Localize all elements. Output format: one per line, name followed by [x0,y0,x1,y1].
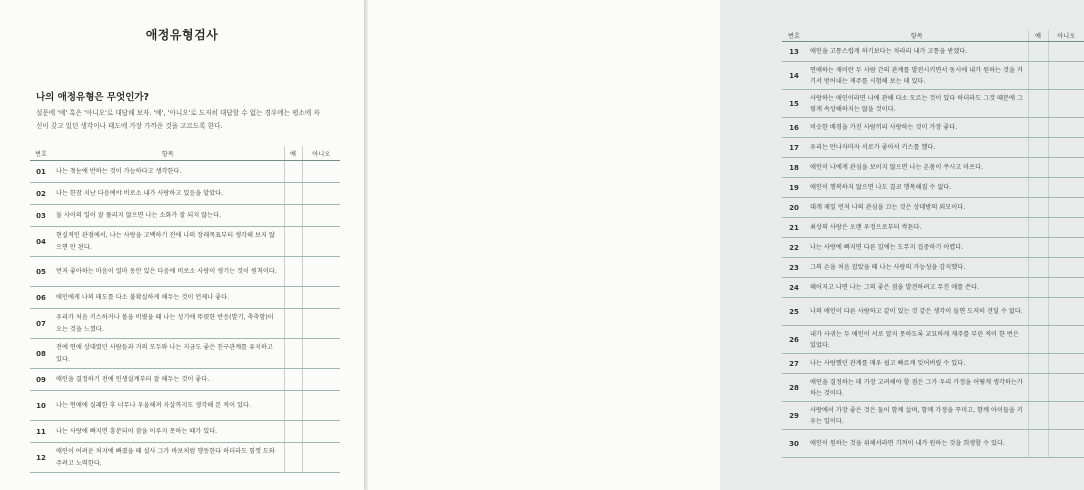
no-answer-cell[interactable] [1048,278,1084,298]
question-number: 15 [782,90,806,118]
questionnaire-table-right [782,30,1084,458]
question-text: 나는 첫눈에 반하는 것이 가능하다고 생각한다. [52,161,284,183]
yes-answer-cell[interactable] [284,205,302,227]
no-answer-cell[interactable] [1048,42,1084,62]
yes-answer-cell[interactable] [284,227,302,257]
yes-answer-cell[interactable] [1028,278,1048,298]
yes-answer-cell[interactable] [1028,238,1048,258]
question-number: 03 [30,205,52,227]
no-answer-cell[interactable] [302,339,340,369]
yes-answer-cell[interactable] [284,257,302,287]
right-page [368,0,1076,490]
question-number: 01 [30,161,52,183]
left-page [0,0,364,490]
question-text: 나는 한참 지난 다음에야 비로소 내가 사랑하고 있음을 알았다. [52,183,284,205]
questionnaire-table-left [30,146,340,473]
table-row [782,238,1084,258]
no-answer-cell[interactable] [302,369,340,391]
table-row [30,205,340,227]
table-row [30,183,340,205]
question-number: 22 [782,238,806,258]
question-number: 26 [782,326,806,354]
table-row [782,298,1084,326]
yes-answer-cell[interactable] [284,339,302,369]
yes-answer-cell[interactable] [284,287,302,309]
header-no: 아니오 [302,146,340,161]
yes-answer-cell[interactable] [284,183,302,205]
yes-answer-cell[interactable] [284,369,302,391]
question-number: 07 [30,309,52,339]
no-answer-cell[interactable] [1048,298,1084,326]
header-yes: 예 [1028,30,1048,42]
yes-answer-cell[interactable] [1028,62,1048,90]
table-row [30,227,340,257]
header-no: 아니오 [1048,30,1084,42]
table-row [30,257,340,287]
question-text: 헤어지고 나면 나는 그의 좋은 점을 발견하려고 무진 애를 쓴다. [806,278,1028,298]
question-number: 12 [30,443,52,473]
yes-answer-cell[interactable] [1028,374,1048,402]
table-row [30,369,340,391]
table-row [782,118,1084,138]
yes-answer-cell[interactable] [284,309,302,339]
yes-answer-cell[interactable] [1028,258,1048,278]
question-text: 전에 연애 상대였던 사람들과 거의 모두와 나는 지금도 좋은 친구관계를 유지하고 있다. [52,339,284,369]
no-answer-cell[interactable] [302,287,340,309]
table-row [782,374,1084,402]
intro-paragraph: 설문에 '예' 혹은 '아니오'로 대답해 보자. '예', '아니오'로 도저히 대답할 수 없는 경우에는 평소에 자신이 갖고 있던 생각이나 태도에 가장 가까운 것을 고르도록 한다. [36,109,320,130]
no-answer-cell[interactable] [1048,354,1084,374]
no-answer-cell[interactable] [1048,138,1084,158]
yes-answer-cell[interactable] [1028,326,1048,354]
table-row [782,138,1084,158]
table-row [30,443,340,473]
no-answer-cell[interactable] [1048,218,1084,238]
no-answer-cell[interactable] [1048,402,1084,430]
no-answer-cell[interactable] [1048,374,1084,402]
table-row [782,354,1084,374]
no-answer-cell[interactable] [1048,198,1084,218]
question-text: 우리는 만나자마자 서로가 좋아서 키스를 했다. [806,138,1028,158]
question-text: 애인이 원하는 것을 위해서라면 기꺼이 내가 원하는 것을 희생할 수 있다. [806,430,1028,458]
yes-answer-cell[interactable] [1028,198,1048,218]
question-number: 28 [782,374,806,402]
yes-answer-cell[interactable] [284,443,302,473]
yes-answer-cell[interactable] [284,161,302,183]
table-row [782,218,1084,238]
question-number: 10 [30,391,52,421]
question-text: 연애하는 재미란 두 사람 간의 관계를 발전시키면서 동시에 내가 원하는 것을 거기서 얻어내는 재주를 시험해 보는 데 있다. [806,62,1028,90]
no-answer-cell[interactable] [1048,430,1084,458]
question-text: 사랑하는 애인이라면 나에 관해 다소 모르는 것이 있다 하더라도 그것 때문에 그렇게 속상해하지는 않을 것이다. [806,90,1028,118]
table-header-row [30,146,340,161]
no-answer-cell[interactable] [1048,118,1084,138]
yes-answer-cell[interactable] [1028,430,1048,458]
question-number: 17 [782,138,806,158]
question-text: 먼저 좋아하는 마음이 얼마 동안 있은 다음에 비로소 사랑이 생기는 것이 원칙이다. [52,257,284,287]
question-text: 최상의 사랑은 오랜 우정으로부터 싹튼다. [806,218,1028,238]
table-row [782,198,1084,218]
header-yes: 예 [284,146,302,161]
table-row [30,391,340,421]
question-number: 29 [782,402,806,430]
question-text: 애인을 결정하기 전에 인생설계부터 잘 해두는 것이 좋다. [52,369,284,391]
yes-answer-cell[interactable] [1028,90,1048,118]
header-item: 항목 [52,146,284,161]
table-header-row [782,30,1084,42]
no-answer-cell[interactable] [1048,258,1084,278]
table-row [782,178,1084,198]
yes-answer-cell[interactable] [1028,218,1048,238]
question-text: 우리가 처음 키스하거나 볼을 비볐을 때 나는 성기에 뚜렷한 반응(발기, 축축함)이 오는 것을 느꼈다. [52,309,284,339]
question-text: 현실적인 관점에서, 나는 사랑을 고백하기 전에 나의 장래목표부터 생각해 보지 않으면 안 된다. [52,227,284,257]
question-text: 사랑에서 가장 좋은 것은 둘이 함께 살며, 함께 가정을 꾸미고, 함께 아이들을 키우는 일이다. [806,402,1028,430]
question-text: 나의 애인이 다른 사람하고 같이 있는 것 같은 생각이 들면 도저히 견딜 수 없다. [806,298,1028,326]
question-text: 내가 사귀는 두 애인이 서로 알지 못하도록 교묘하게 재주를 부린 적이 한 번은 있었다. [806,326,1028,354]
no-answer-cell[interactable] [1048,178,1084,198]
table-row [782,278,1084,298]
header-number: 번호 [30,146,52,161]
question-number: 27 [782,354,806,374]
no-answer-cell[interactable] [302,205,340,227]
no-answer-cell[interactable] [1048,90,1084,118]
question-number: 21 [782,218,806,238]
yes-answer-cell[interactable] [1028,402,1048,430]
no-answer-cell[interactable] [302,227,340,257]
question-number: 02 [30,183,52,205]
question-text: 둘 사이의 일이 잘 풀리지 않으면 나는 소화가 잘 되지 않는다. [52,205,284,227]
document-title: 애정유형검사 [145,28,219,42]
question-number: 16 [782,118,806,138]
yes-answer-cell[interactable] [1028,138,1048,158]
no-answer-cell[interactable] [1048,326,1084,354]
table-row [782,42,1084,62]
table-row [782,62,1084,90]
table-row [30,161,340,183]
question-number: 06 [30,287,52,309]
question-number: 08 [30,339,52,369]
question-number: 19 [782,178,806,198]
question-number: 13 [782,42,806,62]
question-text: 애인을 고통스럽게 하기보다는 차라리 내가 고통을 받겠다. [806,42,1028,62]
question-number: 14 [782,62,806,90]
question-text: 나는 연애에 실패한 후 너무나 우울해져 자살까지도 생각해 본 적이 있다. [52,391,284,421]
no-answer-cell[interactable] [1048,62,1084,90]
header-item: 항목 [806,30,1028,42]
table-row [782,402,1084,430]
yes-answer-cell[interactable] [284,391,302,421]
question-text: 애인에게 나의 태도를 다소 불확실하게 해두는 것이 언제나 좋다. [52,287,284,309]
table-row [30,309,340,339]
table-row [782,430,1084,458]
yes-answer-cell[interactable] [1028,42,1048,62]
question-text: 대개 제일 먼저 나의 관심을 끄는 것은 상대방의 외모이다. [806,198,1028,218]
no-answer-cell[interactable] [1048,158,1084,178]
question-number: 09 [30,369,52,391]
yes-answer-cell[interactable] [1028,178,1048,198]
table-row [30,339,340,369]
question-number: 25 [782,298,806,326]
header-number: 번호 [782,30,806,42]
no-answer-cell[interactable] [302,421,340,443]
question-number: 24 [782,278,806,298]
no-answer-cell[interactable] [1048,238,1084,258]
question-number: 20 [782,198,806,218]
yes-answer-cell[interactable] [1028,118,1048,138]
question-text: 애인을 결정하는 데 가장 고려해야 할 점은 그가 우리 가정을 어떻게 생각하는가 하는 것이다. [806,374,1028,402]
question-text: 애인이 어려운 처지에 빠졌을 때 설사 그가 바보처럼 행동한다 하더라도 힘껏 도와주려고 노력한다. [52,443,284,473]
table-row [782,258,1084,278]
question-number: 11 [30,421,52,443]
question-number: 30 [782,430,806,458]
question-number: 04 [30,227,52,257]
question-number: 23 [782,258,806,278]
yes-answer-cell[interactable] [1028,298,1048,326]
question-number: 18 [782,158,806,178]
table-row [782,158,1084,178]
yes-answer-cell[interactable] [284,421,302,443]
no-answer-cell[interactable] [302,309,340,339]
no-answer-cell[interactable] [302,391,340,421]
yes-answer-cell[interactable] [1028,158,1048,178]
question-text: 애인이 나에게 관심을 보이지 않으면 나는 온몸이 쑤시고 아프다. [806,158,1028,178]
no-answer-cell[interactable] [302,161,340,183]
table-row [782,326,1084,354]
question-text: 나는 사랑에 빠지면 흥분되어 잠을 이루지 못하는 때가 있다. [52,421,284,443]
question-text: 애인이 행복하지 않으면 나도 결코 행복해질 수 없다. [806,178,1028,198]
question-text: 그의 손을 처음 잡았을 때 나는 사랑의 가능성을 감지했다. [806,258,1028,278]
section-title: 나의 애정유형은 무엇인가? [36,92,150,103]
no-answer-cell[interactable] [302,257,340,287]
question-text: 나는 사랑에 빠지면 다른 일에는 도무지 집중하기 어렵다. [806,238,1028,258]
table-row [782,90,1084,118]
table-row [30,287,340,309]
no-answer-cell[interactable] [302,183,340,205]
question-text: 나는 사랑했던 관계를 매우 쉽고 빠르게 잊어버릴 수 있다. [806,354,1028,374]
table-row [30,421,340,443]
no-answer-cell[interactable] [302,443,340,473]
question-number: 05 [30,257,52,287]
yes-answer-cell[interactable] [1028,354,1048,374]
question-text: 비슷한 배경을 가진 사람끼리 사랑하는 것이 가장 좋다. [806,118,1028,138]
